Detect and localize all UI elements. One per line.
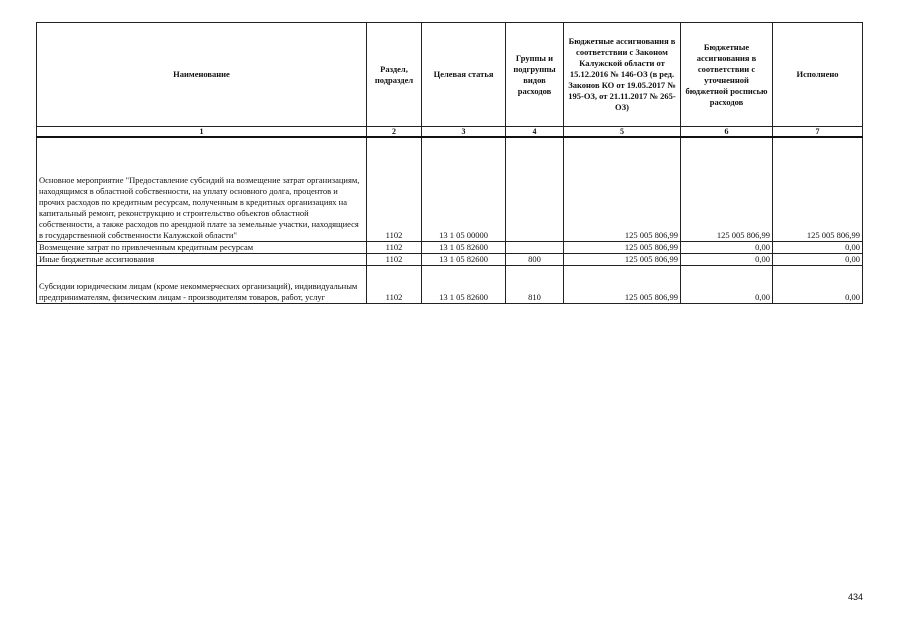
table-row: [37, 137, 863, 241]
row-law-amount: 125 005 806,99: [564, 265, 681, 303]
row-name: Возмещение затрат по привлеченным кредитным ресурсам: [37, 241, 367, 253]
row-section: 1102: [367, 241, 422, 253]
row-name: Основное мероприятие "Предоставление субсидий на возмещение затрат организациям, находящимся в областной собственности, на уплату основного долга, процентов и прочих расходов по кредитным ресурсам, полученным в кредитных организациях на капитальный ремонт, реконструкцию и строительство объектов областной собственности, а также расходов по арендной плате за земельные участки, находящиеся в государственной собственности Калужской области": [37, 137, 367, 241]
row-refined-amount: 0,00: [681, 265, 773, 303]
row-section: 1102: [367, 265, 422, 303]
header-section: Раздел, подраздел: [367, 23, 422, 127]
row-executed: 125 005 806,99: [773, 137, 863, 241]
row-target: 13 1 05 82600: [422, 265, 506, 303]
row-section: 1102: [367, 253, 422, 265]
column-number: 1: [37, 127, 367, 138]
row-refined-amount: 0,00: [681, 241, 773, 253]
row-section: 1102: [367, 137, 422, 241]
row-target: 13 1 05 82600: [422, 253, 506, 265]
row-target: 13 1 05 82600: [422, 241, 506, 253]
header-law-amount: Бюджетные ассигнования в соответствии с Законом Калужской области от 15.12.2016 № 146-ОЗ (в ред. Законов КО от 19.05.2017 № 195-ОЗ, от 21.11.2017 № 265-ОЗ): [564, 23, 681, 127]
header-target: Целевая статья: [422, 23, 506, 127]
header-executed: Исполнено: [773, 23, 863, 127]
row-law-amount: 125 005 806,99: [564, 253, 681, 265]
row-executed: 0,00: [773, 265, 863, 303]
column-number-row: [37, 127, 863, 138]
header-refined-amount: Бюджетные ассигнования в соответствии с уточненной бюджетной росписью расходов: [681, 23, 773, 127]
column-number: 7: [773, 127, 863, 138]
row-name: Иные бюджетные ассигнования: [37, 253, 367, 265]
page-number: 434: [848, 592, 864, 602]
row-group: 810: [506, 265, 564, 303]
row-executed: 0,00: [773, 241, 863, 253]
table-row: [37, 253, 863, 265]
row-group: [506, 241, 564, 253]
row-law-amount: 125 005 806,99: [564, 137, 681, 241]
header-name: Наименование: [37, 23, 367, 127]
row-group: [506, 137, 564, 241]
column-number: 4: [506, 127, 564, 138]
table-row: [37, 241, 863, 253]
table-row: [37, 265, 863, 303]
row-executed: 0,00: [773, 253, 863, 265]
row-refined-amount: 125 005 806,99: [681, 137, 773, 241]
column-number: 2: [367, 127, 422, 138]
row-law-amount: 125 005 806,99: [564, 241, 681, 253]
row-name: Субсидии юридическим лицам (кроме некоммерческих организаций), индивидуальным предпринимателям, физическим лицам - производителям товаров, работ, услуг: [37, 265, 367, 303]
column-number: 5: [564, 127, 681, 138]
table-header-row: [37, 23, 863, 127]
row-group: 800: [506, 253, 564, 265]
column-number: 3: [422, 127, 506, 138]
row-target: 13 1 05 00000: [422, 137, 506, 241]
column-number: 6: [681, 127, 773, 138]
budget-execution-table: [36, 22, 863, 304]
row-refined-amount: 0,00: [681, 253, 773, 265]
header-group: Группы и подгруппы видов расходов: [506, 23, 564, 127]
